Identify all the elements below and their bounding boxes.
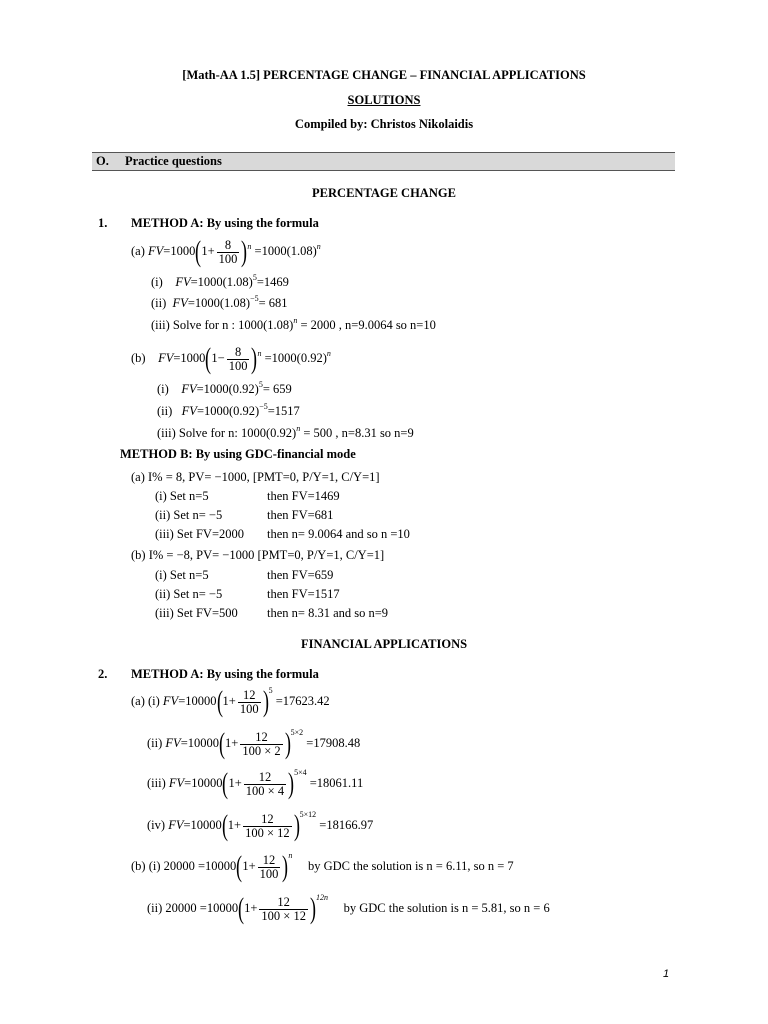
gdc-b-row-2-result: then FV=1517 bbox=[267, 587, 340, 601]
gdc-a-row-3-label: (iii) Set FV=2000 bbox=[155, 527, 244, 541]
gdc-a-row-2-label: (ii) Set n= −5 bbox=[155, 508, 223, 522]
q1a-iii: (iii) Solve for n : $1000(1.08)^n = 2000$ , n=9.0064 so n=10 bbox=[151, 316, 436, 332]
q1a-ii: (ii) $FV=1000(1.08)^{-5}= 681$ bbox=[151, 294, 288, 310]
gdc-b-row-3-result: then n= 8.31 and so n=9 bbox=[267, 606, 389, 620]
gdc-a-row-2-result: then FV=681 bbox=[267, 508, 334, 522]
gdc-a-row-3-result: then n= 9.0064 and so n =10 bbox=[267, 527, 410, 541]
q2a-i: (a) (i) FV=10000(1+ $\frac{12}{100}$ )$^5$ =17623.42 bbox=[131, 685, 330, 719]
document-subtitle: SOLUTIONS bbox=[347, 93, 421, 107]
gdc-b-row-3-label: (iii) Set FV=500 bbox=[155, 606, 238, 620]
gdc-a-setup: (a) I% = 8, PV= −1000, [PMT=0, P/Y=1, C/Y=1] bbox=[131, 470, 380, 484]
gdc-a-row-1-result: then FV=1469 bbox=[267, 489, 340, 503]
q1-method-a: METHOD A: By using the formula bbox=[131, 216, 319, 230]
section-number: O. bbox=[96, 154, 109, 168]
question-1-number: 1. bbox=[98, 216, 108, 230]
q2-method-a: METHOD A: By using the formula bbox=[131, 667, 319, 681]
q2a-iii: (iii) FV=10000(1+ $\frac{12}{100 \times 4}$ )$^{5\times 4}$ =18061.11 bbox=[147, 767, 364, 801]
gdc-a-row-1-label: (i) Set n=5 bbox=[155, 489, 209, 503]
q1a-formula: (a) FV=1000(1+ $\frac{8}{100}$ )$^n =1000(1.08)^n$ bbox=[131, 235, 321, 269]
q1b-ii: (ii) $FV=1000(0.92)^{-5}=1517$ bbox=[157, 402, 300, 418]
gdc-b-row-2-label: (ii) Set n= −5 bbox=[155, 587, 223, 601]
q1b-formula: (b) FV=1000(1− $\frac{8}{100}$ )$^n =1000(0.92)^n$ bbox=[131, 342, 331, 376]
financial-heading: FINANCIAL APPLICATIONS bbox=[300, 637, 468, 651]
gdc-b-row-1-label: (i) Set n=5 bbox=[155, 568, 209, 582]
q2b-ii: (ii) 20000 =10000(1+ $\frac{12}{100 \times 12}$ )$^{12n}$ by GDC the solution is n = 5.81, so n = 6 bbox=[147, 892, 550, 926]
section-bar bbox=[92, 152, 675, 171]
q2a-ii: (ii) FV=10000(1+ $\frac{12}{100 \times 2}$ )$^{5\times 2}$ =17908.48 bbox=[147, 727, 361, 761]
page-number: 1 bbox=[663, 968, 670, 980]
document-title: [Math-AA 1.5] PERCENTAGE CHANGE – FINANCIAL APPLICATIONS bbox=[182, 68, 586, 82]
percentage-heading: PERCENTAGE CHANGE bbox=[312, 186, 456, 200]
q1-method-b: METHOD B: By using GDC-financial mode bbox=[120, 447, 356, 461]
gdc-b-row-1-result: then FV=659 bbox=[267, 568, 334, 582]
q1b-i: (i) $FV=1000(0.92)^5= 659$ bbox=[157, 380, 292, 396]
compiled-by: Compiled by: Christos Nikolaidis bbox=[294, 117, 474, 131]
section-label: Practice questions bbox=[125, 154, 222, 168]
question-2-number: 2. bbox=[98, 667, 108, 681]
q2b-i: (b) (i) 20000 =10000(1+ $\frac{12}{100}$ )$^n$ by GDC the solution is n = 6.11, so n = 7 bbox=[131, 850, 514, 884]
q1a-i: (i) $FV=1000(1.08)^5=1469$ bbox=[151, 273, 289, 289]
q1b-iii: (iii) Solve for n: $1000(0.92)^n = 500$ , n=8.31 so n=9 bbox=[157, 424, 414, 440]
q2a-iv: (iv) FV=10000(1+ $\frac{12}{100 \times 12}$ )$^{5\times 12}$ =18166.97 bbox=[147, 809, 374, 843]
gdc-b-setup: (b) I% = −8, PV= −1000 [PMT=0, P/Y=1, C/Y=1] bbox=[131, 548, 385, 562]
